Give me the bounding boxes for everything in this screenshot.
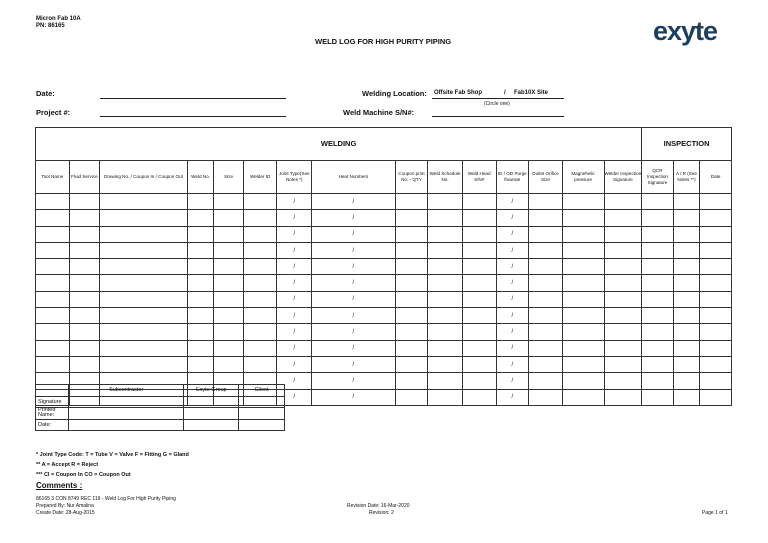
table-cell[interactable] bbox=[395, 194, 428, 210]
table-cell[interactable] bbox=[462, 308, 496, 324]
table-cell[interactable]: / bbox=[496, 291, 529, 307]
table-cell[interactable] bbox=[642, 308, 674, 324]
column-header: A / R (See Notes **) bbox=[673, 161, 699, 194]
table-cell[interactable] bbox=[187, 226, 213, 242]
table-cell[interactable] bbox=[36, 226, 70, 242]
column-header-row bbox=[36, 161, 732, 194]
table-cell[interactable] bbox=[604, 210, 642, 226]
column-header: ID / OD Purge flowrate bbox=[496, 161, 529, 194]
table-cell[interactable]: / bbox=[277, 259, 312, 275]
table-cell[interactable] bbox=[462, 291, 496, 307]
table-cell[interactable] bbox=[529, 275, 563, 291]
signoff-cell[interactable] bbox=[68, 419, 183, 431]
table-cell[interactable] bbox=[395, 242, 428, 258]
signoff-row-label-date: Date: bbox=[36, 419, 69, 431]
table-cell[interactable] bbox=[395, 226, 428, 242]
location-separator: / bbox=[504, 90, 506, 96]
table-cell[interactable] bbox=[428, 340, 463, 356]
table-cell[interactable] bbox=[462, 340, 496, 356]
welding-location-label: Welding Location: bbox=[362, 89, 427, 98]
table-cell[interactable]: / bbox=[496, 356, 529, 372]
signoff-cell[interactable] bbox=[68, 408, 183, 420]
signoff-header-client: Client bbox=[239, 385, 285, 397]
table-cell[interactable] bbox=[36, 242, 70, 258]
table-cell[interactable] bbox=[562, 275, 604, 291]
table-cell[interactable] bbox=[243, 340, 277, 356]
footer-doc-number: 86165 3 CON 8749 REC 119 - Weld Log For High Purity Piping bbox=[36, 496, 176, 502]
table-cell[interactable] bbox=[214, 194, 244, 210]
location-offsite[interactable]: Offsite Fab Shop bbox=[434, 90, 482, 96]
footer-page-number: Page 1 of 1 bbox=[702, 510, 728, 516]
signoff-cell[interactable] bbox=[68, 396, 183, 408]
table-cell[interactable] bbox=[69, 275, 100, 291]
table-cell[interactable] bbox=[187, 194, 213, 210]
column-header: Heat Numbers bbox=[312, 161, 396, 194]
table-cell[interactable]: / bbox=[496, 226, 529, 242]
table-cell[interactable] bbox=[187, 210, 213, 226]
table-cell[interactable]: / bbox=[277, 242, 312, 258]
table-cell[interactable] bbox=[69, 194, 100, 210]
table-cell[interactable]: / bbox=[312, 275, 396, 291]
table-cell[interactable] bbox=[604, 291, 642, 307]
table-cell[interactable] bbox=[604, 356, 642, 372]
table-cell[interactable] bbox=[673, 356, 699, 372]
table-cell[interactable] bbox=[673, 226, 699, 242]
table-cell[interactable] bbox=[604, 242, 642, 258]
table-cell[interactable]: / bbox=[496, 194, 529, 210]
table-cell[interactable] bbox=[604, 324, 642, 340]
table-cell[interactable]: / bbox=[277, 275, 312, 291]
table-cell[interactable] bbox=[100, 194, 188, 210]
table-cell[interactable] bbox=[604, 308, 642, 324]
table-cell[interactable] bbox=[462, 210, 496, 226]
table-cell[interactable] bbox=[428, 373, 463, 389]
table-cell[interactable] bbox=[428, 242, 463, 258]
table-cell[interactable] bbox=[243, 194, 277, 210]
table-cell[interactable] bbox=[642, 324, 674, 340]
signoff-table bbox=[35, 384, 285, 431]
table-cell[interactable] bbox=[529, 291, 563, 307]
table-cell[interactable] bbox=[462, 194, 496, 210]
column-header: Coupon print No: - QTY bbox=[395, 161, 428, 194]
table-cell[interactable] bbox=[700, 356, 732, 372]
table-row bbox=[36, 340, 732, 356]
table-cell[interactable] bbox=[673, 373, 699, 389]
table-cell[interactable] bbox=[529, 194, 563, 210]
project-field[interactable] bbox=[100, 116, 286, 117]
table-cell[interactable] bbox=[36, 259, 70, 275]
date-field[interactable] bbox=[100, 98, 286, 99]
table-cell[interactable] bbox=[700, 308, 732, 324]
table-cell[interactable] bbox=[529, 324, 563, 340]
table-cell[interactable] bbox=[700, 291, 732, 307]
weld-machine-field[interactable] bbox=[432, 116, 564, 117]
table-cell[interactable] bbox=[700, 275, 732, 291]
table-cell[interactable] bbox=[187, 340, 213, 356]
table-cell[interactable]: / bbox=[496, 210, 529, 226]
table-cell[interactable] bbox=[673, 194, 699, 210]
table-cell[interactable]: / bbox=[312, 259, 396, 275]
table-cell[interactable] bbox=[642, 291, 674, 307]
table-cell[interactable] bbox=[243, 291, 277, 307]
table-cell[interactable] bbox=[36, 194, 70, 210]
table-cell[interactable] bbox=[395, 356, 428, 372]
table-cell[interactable] bbox=[562, 389, 604, 405]
table-cell[interactable] bbox=[395, 308, 428, 324]
table-cell[interactable] bbox=[529, 226, 563, 242]
table-cell[interactable] bbox=[243, 259, 277, 275]
table-cell[interactable] bbox=[673, 291, 699, 307]
table-row bbox=[36, 356, 732, 372]
table-cell[interactable] bbox=[462, 242, 496, 258]
table-cell[interactable]: / bbox=[277, 389, 312, 405]
table-cell[interactable] bbox=[562, 194, 604, 210]
table-cell[interactable]: / bbox=[312, 356, 396, 372]
table-cell[interactable] bbox=[395, 210, 428, 226]
table-cell[interactable] bbox=[462, 356, 496, 372]
table-cell[interactable] bbox=[428, 389, 463, 405]
site-name: Micron Fab 10A bbox=[36, 16, 81, 22]
signoff-cell[interactable] bbox=[239, 396, 285, 408]
table-cell[interactable] bbox=[187, 242, 213, 258]
table-row bbox=[36, 324, 732, 340]
table-cell[interactable] bbox=[700, 242, 732, 258]
table-cell[interactable] bbox=[642, 275, 674, 291]
table-cell[interactable] bbox=[69, 324, 100, 340]
table-cell[interactable] bbox=[562, 308, 604, 324]
table-cell[interactable] bbox=[700, 259, 732, 275]
table-cell[interactable]: / bbox=[312, 210, 396, 226]
table-cell[interactable] bbox=[214, 356, 244, 372]
table-cell[interactable] bbox=[100, 340, 188, 356]
column-header: Magnehelic pressure bbox=[562, 161, 604, 194]
weld-log-table bbox=[35, 127, 732, 406]
table-cell[interactable] bbox=[243, 275, 277, 291]
table-cell[interactable] bbox=[529, 389, 563, 405]
table-cell[interactable] bbox=[428, 210, 463, 226]
table-cell[interactable] bbox=[673, 242, 699, 258]
table-row bbox=[36, 194, 732, 210]
table-cell[interactable] bbox=[100, 356, 188, 372]
table-cell[interactable] bbox=[187, 356, 213, 372]
table-cell[interactable]: / bbox=[496, 259, 529, 275]
table-cell[interactable] bbox=[214, 242, 244, 258]
table-cell[interactable]: / bbox=[277, 373, 312, 389]
table-cell[interactable] bbox=[562, 324, 604, 340]
part-number: PN: 86165 bbox=[36, 23, 65, 29]
table-row bbox=[36, 259, 732, 275]
table-cell[interactable] bbox=[642, 356, 674, 372]
table-cell[interactable] bbox=[462, 324, 496, 340]
table-cell[interactable] bbox=[562, 242, 604, 258]
table-row bbox=[36, 226, 732, 242]
table-cell[interactable] bbox=[673, 308, 699, 324]
table-cell[interactable] bbox=[642, 259, 674, 275]
signoff-cell[interactable] bbox=[239, 408, 285, 420]
column-header: Welder Inspection Signature bbox=[604, 161, 642, 194]
table-cell[interactable]: / bbox=[312, 226, 396, 242]
table-cell[interactable] bbox=[529, 373, 563, 389]
footer-create-date: Create Date: 28-Aug-2015 bbox=[36, 510, 95, 516]
table-cell[interactable] bbox=[243, 356, 277, 372]
table-cell[interactable] bbox=[214, 324, 244, 340]
table-cell[interactable]: / bbox=[312, 324, 396, 340]
table-cell[interactable] bbox=[214, 210, 244, 226]
footer-revision: Revision: 2 bbox=[369, 510, 394, 516]
table-cell[interactable]: / bbox=[277, 291, 312, 307]
project-label: Project #: bbox=[36, 108, 71, 117]
table-cell[interactable] bbox=[69, 226, 100, 242]
table-cell[interactable] bbox=[529, 242, 563, 258]
column-header: Fluid Service bbox=[69, 161, 100, 194]
table-cell[interactable] bbox=[36, 324, 70, 340]
table-cell[interactable] bbox=[700, 340, 732, 356]
column-header: Drawing No. / Coupon In / Coupon Out bbox=[100, 161, 188, 194]
table-cell[interactable] bbox=[700, 226, 732, 242]
table-cell[interactable] bbox=[562, 356, 604, 372]
table-cell[interactable] bbox=[604, 226, 642, 242]
table-cell[interactable] bbox=[529, 356, 563, 372]
table-row bbox=[36, 275, 732, 291]
signoff-cell[interactable] bbox=[184, 419, 239, 431]
table-cell[interactable] bbox=[428, 259, 463, 275]
table-cell[interactable] bbox=[428, 308, 463, 324]
exyte-logo: exyte bbox=[653, 16, 718, 46]
table-row bbox=[36, 210, 732, 226]
table-cell[interactable]: / bbox=[496, 389, 529, 405]
table-cell[interactable] bbox=[36, 356, 70, 372]
note-accept-reject: ** A = Accept R = Reject bbox=[36, 462, 99, 468]
table-cell[interactable] bbox=[562, 373, 604, 389]
table-cell[interactable] bbox=[673, 324, 699, 340]
table-cell[interactable] bbox=[100, 275, 188, 291]
table-cell[interactable]: / bbox=[277, 340, 312, 356]
table-cell[interactable]: / bbox=[277, 194, 312, 210]
table-cell[interactable] bbox=[604, 340, 642, 356]
column-header: Date bbox=[700, 161, 732, 194]
welding-section-header: WELDING bbox=[36, 128, 642, 161]
table-cell[interactable]: / bbox=[312, 242, 396, 258]
table-cell[interactable] bbox=[243, 242, 277, 258]
table-cell[interactable] bbox=[462, 275, 496, 291]
table-cell[interactable] bbox=[100, 291, 188, 307]
table-cell[interactable] bbox=[395, 324, 428, 340]
table-cell[interactable] bbox=[395, 373, 428, 389]
inspection-section-header: INSPECTION bbox=[642, 128, 732, 161]
table-cell[interactable] bbox=[395, 291, 428, 307]
table-cell[interactable]: / bbox=[312, 340, 396, 356]
signoff-row-label-printed-name: Printed Name: bbox=[36, 408, 69, 420]
table-cell[interactable] bbox=[462, 259, 496, 275]
note-joint-type: * Joint Type Code: T = Tube V = Valve F = Fitting G = Gland bbox=[36, 452, 189, 458]
table-cell[interactable] bbox=[604, 275, 642, 291]
table-cell[interactable] bbox=[700, 210, 732, 226]
table-cell[interactable]: / bbox=[496, 308, 529, 324]
footer-prepared-by: Prepared By: Nur Amalina bbox=[36, 503, 94, 509]
table-cell[interactable] bbox=[700, 324, 732, 340]
table-cell[interactable] bbox=[214, 275, 244, 291]
signoff-header-exyte: Exyte Group bbox=[184, 385, 239, 397]
table-cell[interactable] bbox=[187, 275, 213, 291]
table-cell[interactable]: / bbox=[277, 308, 312, 324]
table-cell[interactable]: / bbox=[496, 242, 529, 258]
table-row bbox=[36, 242, 732, 258]
signoff-cell[interactable] bbox=[239, 419, 285, 431]
table-cell[interactable] bbox=[187, 259, 213, 275]
table-cell[interactable] bbox=[214, 308, 244, 324]
table-row bbox=[36, 308, 732, 324]
table-cell[interactable] bbox=[562, 210, 604, 226]
table-cell[interactable] bbox=[243, 226, 277, 242]
table-cell[interactable]: / bbox=[277, 226, 312, 242]
table-cell[interactable] bbox=[36, 275, 70, 291]
table-cell[interactable] bbox=[100, 242, 188, 258]
table-cell[interactable]: / bbox=[312, 194, 396, 210]
table-cell[interactable] bbox=[428, 226, 463, 242]
table-cell[interactable]: / bbox=[312, 373, 396, 389]
table-cell[interactable] bbox=[214, 259, 244, 275]
location-site[interactable]: Fab10X Site bbox=[514, 90, 549, 96]
table-cell[interactable] bbox=[100, 226, 188, 242]
table-cell[interactable] bbox=[529, 308, 563, 324]
table-cell[interactable] bbox=[428, 291, 463, 307]
table-cell[interactable]: / bbox=[277, 356, 312, 372]
table-cell[interactable] bbox=[642, 373, 674, 389]
table-cell[interactable] bbox=[673, 259, 699, 275]
table-cell[interactable] bbox=[36, 308, 70, 324]
table-cell[interactable] bbox=[562, 340, 604, 356]
note-coupon: *** CI = Coupon In CO = Coupon Out bbox=[36, 472, 131, 478]
signoff-header-subcontractor: Subcontractor bbox=[68, 385, 183, 397]
table-cell[interactable] bbox=[462, 226, 496, 242]
table-cell[interactable] bbox=[604, 259, 642, 275]
table-cell[interactable] bbox=[673, 210, 699, 226]
table-cell[interactable] bbox=[642, 194, 674, 210]
table-cell[interactable] bbox=[529, 210, 563, 226]
table-cell[interactable]: / bbox=[312, 291, 396, 307]
table-cell[interactable] bbox=[642, 340, 674, 356]
table-cell[interactable] bbox=[428, 194, 463, 210]
column-header: Size bbox=[214, 161, 244, 194]
table-cell[interactable] bbox=[700, 373, 732, 389]
table-cell[interactable] bbox=[69, 356, 100, 372]
table-cell[interactable]: / bbox=[277, 210, 312, 226]
table-cell[interactable] bbox=[100, 259, 188, 275]
table-cell[interactable] bbox=[673, 389, 699, 405]
table-cell[interactable] bbox=[187, 308, 213, 324]
column-header: Tool Name bbox=[36, 161, 70, 194]
table-cell[interactable] bbox=[395, 389, 428, 405]
signoff-row-label-signature: Signature bbox=[36, 396, 69, 408]
date-label: Date: bbox=[36, 89, 55, 98]
table-cell[interactable] bbox=[395, 259, 428, 275]
table-cell[interactable] bbox=[69, 291, 100, 307]
table-cell[interactable] bbox=[700, 194, 732, 210]
table-cell[interactable] bbox=[100, 324, 188, 340]
table-cell[interactable] bbox=[214, 340, 244, 356]
table-cell[interactable] bbox=[428, 324, 463, 340]
table-cell[interactable]: / bbox=[312, 308, 396, 324]
table-cell[interactable] bbox=[642, 242, 674, 258]
table-cell[interactable] bbox=[562, 259, 604, 275]
table-cell[interactable] bbox=[428, 275, 463, 291]
location-underline bbox=[432, 98, 564, 99]
table-cell[interactable] bbox=[36, 340, 70, 356]
table-cell[interactable] bbox=[243, 324, 277, 340]
table-cell[interactable] bbox=[214, 226, 244, 242]
table-cell[interactable]: / bbox=[312, 389, 396, 405]
table-cell[interactable] bbox=[428, 356, 463, 372]
column-header: Outlet Orifice Size bbox=[529, 161, 563, 194]
table-cell[interactable] bbox=[69, 242, 100, 258]
table-cell[interactable] bbox=[69, 259, 100, 275]
table-cell[interactable] bbox=[673, 340, 699, 356]
column-header: Weld Schedule No. bbox=[428, 161, 463, 194]
table-cell[interactable] bbox=[604, 373, 642, 389]
table-cell[interactable] bbox=[214, 291, 244, 307]
table-cell[interactable] bbox=[562, 291, 604, 307]
table-cell[interactable] bbox=[69, 340, 100, 356]
column-header: QCR Inspection Signature bbox=[642, 161, 674, 194]
comments-label: Comments : bbox=[36, 481, 83, 490]
weld-machine-label: Weld Machine S/N#: bbox=[343, 108, 415, 117]
circle-one-note: (Circle one) bbox=[484, 101, 510, 107]
table-cell[interactable]: / bbox=[496, 275, 529, 291]
table-cell[interactable] bbox=[529, 340, 563, 356]
table-cell[interactable] bbox=[462, 373, 496, 389]
table-cell[interactable] bbox=[700, 389, 732, 405]
table-cell[interactable]: / bbox=[496, 324, 529, 340]
table-cell[interactable] bbox=[36, 291, 70, 307]
footer-revision-date: Revision Date: 16-Mar-2020 bbox=[347, 503, 410, 509]
table-row bbox=[36, 291, 732, 307]
table-cell[interactable] bbox=[395, 340, 428, 356]
table-cell[interactable] bbox=[69, 308, 100, 324]
table-cell[interactable] bbox=[562, 226, 604, 242]
table-cell[interactable] bbox=[243, 210, 277, 226]
column-header: Welder ID bbox=[243, 161, 277, 194]
column-header: Weld No. bbox=[187, 161, 213, 194]
signoff-cell[interactable] bbox=[184, 408, 239, 420]
table-cell[interactable] bbox=[187, 324, 213, 340]
table-cell[interactable] bbox=[462, 389, 496, 405]
table-cell[interactable] bbox=[642, 389, 674, 405]
table-cell[interactable] bbox=[100, 308, 188, 324]
table-cell[interactable] bbox=[604, 194, 642, 210]
table-cell[interactable] bbox=[69, 210, 100, 226]
table-cell[interactable] bbox=[395, 275, 428, 291]
column-header: Weld Head S/N# bbox=[462, 161, 496, 194]
document-title: WELD LOG FOR HIGH PURITY PIPING bbox=[315, 37, 452, 46]
table-cell[interactable] bbox=[642, 210, 674, 226]
signoff-corner bbox=[36, 385, 69, 397]
signoff-cell[interactable] bbox=[184, 396, 239, 408]
table-cell[interactable] bbox=[187, 291, 213, 307]
table-cell[interactable] bbox=[36, 210, 70, 226]
table-cell[interactable] bbox=[100, 210, 188, 226]
table-cell[interactable]: / bbox=[496, 373, 529, 389]
table-cell[interactable]: / bbox=[496, 340, 529, 356]
column-header: Joint Type(See Notes *) bbox=[277, 161, 312, 194]
table-cell[interactable] bbox=[673, 275, 699, 291]
table-cell[interactable] bbox=[243, 308, 277, 324]
table-cell[interactable] bbox=[642, 226, 674, 242]
table-cell[interactable] bbox=[604, 389, 642, 405]
table-cell[interactable] bbox=[529, 259, 563, 275]
table-cell[interactable]: / bbox=[277, 324, 312, 340]
